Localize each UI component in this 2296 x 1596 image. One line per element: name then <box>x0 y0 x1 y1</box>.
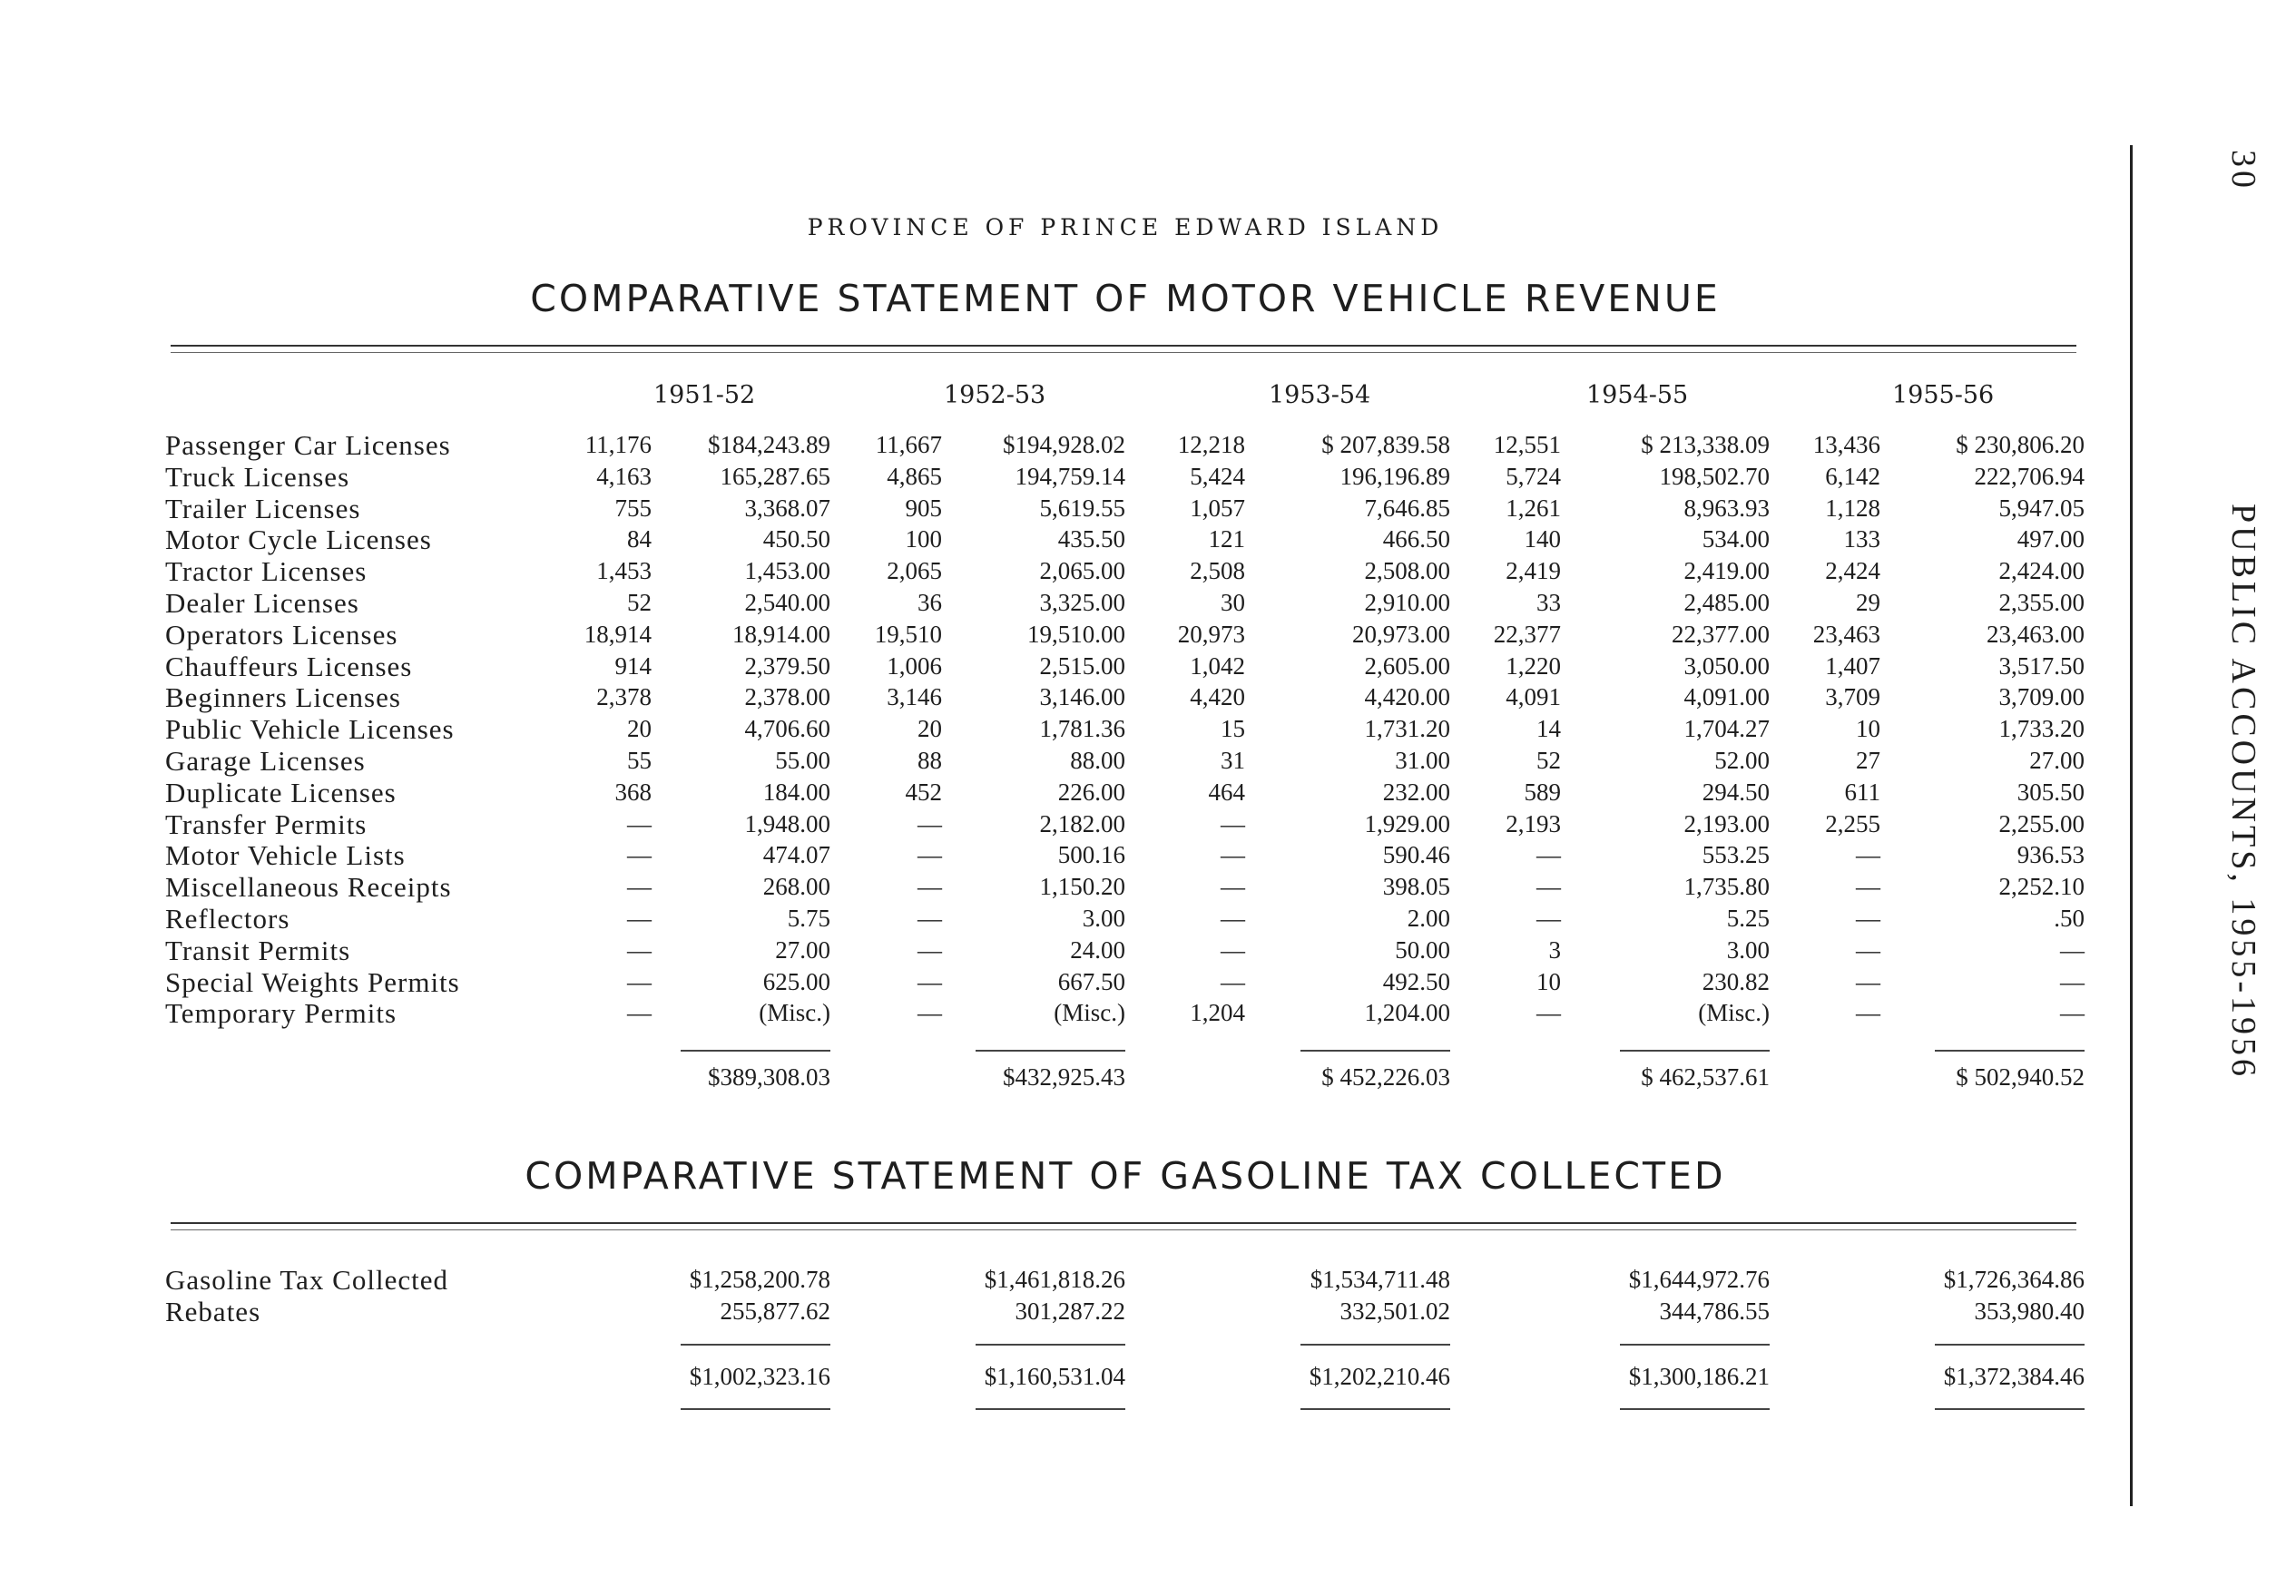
row-count: — <box>627 809 652 837</box>
page-number: 30 <box>2224 150 2262 191</box>
row-count: — <box>917 967 942 995</box>
row-count: — <box>1536 841 1561 869</box>
row-amount: 2,193.00 <box>1683 809 1770 837</box>
row-count: 2,255 <box>1825 809 1880 837</box>
row-amount: .50 <box>2054 905 2085 932</box>
row-count: 31 <box>1221 747 1245 774</box>
row-count: 2,424 <box>1825 557 1880 585</box>
row-amount: 625.00 <box>762 967 830 995</box>
row-count: — <box>1221 873 1245 901</box>
row-label: Chauffeurs Licenses <box>165 650 413 682</box>
row-amount: 194,759.14 <box>1015 462 1125 490</box>
row-amount: 50.00 <box>1395 935 1450 964</box>
year-header-3: 1953-54 <box>1269 381 1371 409</box>
row-count: 13,436 <box>1812 431 1880 458</box>
row-amount: 294.50 <box>1702 778 1770 806</box>
row-amount: 226.00 <box>1057 778 1125 806</box>
gas-total: $1,300,186.21 <box>1628 1363 1770 1390</box>
gas-total: $1,002,323.16 <box>689 1363 830 1390</box>
row-amount: 3,325.00 <box>1039 589 1125 616</box>
sum-line <box>1935 1344 2085 1346</box>
row-label: Beginners Licenses <box>165 681 401 714</box>
row-count: — <box>1221 905 1245 932</box>
row-amount: 1,204.00 <box>1364 999 1450 1027</box>
row-count: 3 <box>1548 935 1561 964</box>
row-amount: 450.50 <box>762 525 830 553</box>
sum-line <box>1620 1344 1770 1346</box>
row-amount: 3,709.00 <box>1998 683 2085 711</box>
row-amount: — <box>2060 967 2085 995</box>
row-amount: 1,948.00 <box>744 809 830 837</box>
row-amount: 500.16 <box>1057 841 1125 869</box>
sum-line <box>976 1344 1125 1346</box>
row-amount: 590.46 <box>1382 841 1450 869</box>
row-amount: 435.50 <box>1057 525 1125 553</box>
row-amount: 2,252.10 <box>1998 873 2085 901</box>
province-title: PROVINCE OF PRINCE EDWARD ISLAND <box>807 214 1444 240</box>
row-count: — <box>1221 967 1245 995</box>
row-count: 755 <box>614 494 652 522</box>
column-total: $ 462,537.61 <box>1641 1063 1770 1091</box>
row-amount: 2,355.00 <box>1998 589 2085 616</box>
row-amount: 1,735.80 <box>1683 873 1770 901</box>
row-amount: 5.75 <box>787 905 830 932</box>
row-amount: 305.50 <box>2016 778 2085 806</box>
row-amount: 3,146.00 <box>1039 683 1125 711</box>
row-count: 2,378 <box>596 683 652 711</box>
row-amount: 5,947.05 <box>1998 494 2085 522</box>
row-amount: (Misc.) <box>1054 999 1125 1027</box>
row-label: Transfer Permits <box>165 808 368 840</box>
row-count: 4,163 <box>596 462 652 490</box>
row-count: 14 <box>1536 715 1561 743</box>
row-count: — <box>627 841 652 869</box>
row-amount: 667.50 <box>1057 967 1125 995</box>
row-amount: $ 213,338.09 <box>1641 431 1770 458</box>
row-count: 4,420 <box>1190 683 1245 711</box>
gas-total: $1,202,210.46 <box>1309 1363 1450 1390</box>
row-count: 1,407 <box>1825 651 1880 680</box>
row-count: 11,667 <box>875 431 942 458</box>
row-count: 100 <box>905 525 942 553</box>
motor-revenue-heading: COMPARATIVE STATEMENT OF MOTOR VEHICLE REVENUE <box>530 277 1721 320</box>
row-label: Public Vehicle Licenses <box>165 713 455 746</box>
row-count: 10 <box>1536 967 1561 995</box>
row-count: 88 <box>917 747 942 774</box>
gas-rule <box>171 1222 2076 1224</box>
row-amount: 2,508.00 <box>1364 557 1450 585</box>
row-count: 905 <box>905 494 942 522</box>
row-count: — <box>1856 873 1880 901</box>
row-count: — <box>917 999 942 1027</box>
row-amount: 2,255.00 <box>1998 809 2085 837</box>
row-amount: 3,368.07 <box>744 494 830 522</box>
row-count: — <box>627 905 652 932</box>
gas-value: 332,501.02 <box>1339 1297 1450 1325</box>
row-count: — <box>1536 905 1561 932</box>
row-count: 4,091 <box>1506 683 1561 711</box>
row-amount: 1,731.20 <box>1364 715 1450 743</box>
row-amount: 2,182.00 <box>1039 809 1125 837</box>
row-amount: 553.25 <box>1702 841 1770 869</box>
double-underline <box>976 1408 1125 1410</box>
column-total: $ 452,226.03 <box>1321 1063 1450 1091</box>
row-count: 1,042 <box>1190 651 1245 680</box>
gasoline-tax-heading: COMPARATIVE STATEMENT OF GASOLINE TAX COLLECTED <box>525 1154 1726 1198</box>
top-rule <box>171 345 2076 347</box>
row-count: 6,142 <box>1825 462 1880 490</box>
row-amount: 5,619.55 <box>1039 494 1125 522</box>
row-amount: 3.00 <box>1082 905 1125 932</box>
row-count: 2,065 <box>887 557 942 585</box>
row-amount: 492.50 <box>1382 967 1450 995</box>
row-amount: 1,150.20 <box>1039 873 1125 901</box>
gas-value: 344,786.55 <box>1659 1297 1770 1325</box>
row-label: Transit Permits <box>165 934 351 966</box>
row-count: 1,204 <box>1190 999 1245 1027</box>
row-count: — <box>917 905 942 932</box>
row-count: 23,463 <box>1812 620 1880 648</box>
row-amount: 4,420.00 <box>1364 683 1450 711</box>
row-count: — <box>1536 873 1561 901</box>
side-running-title: PUBLIC ACCOUNTS, 1955-1956 <box>2224 504 2262 1080</box>
row-count: 464 <box>1208 778 1245 806</box>
gas-row-label: Rebates <box>165 1296 261 1327</box>
row-amount: 1,733.20 <box>1998 715 2085 743</box>
row-amount: 936.53 <box>2016 841 2085 869</box>
row-count: 5,424 <box>1190 462 1245 490</box>
gas-total: $1,160,531.04 <box>984 1363 1125 1390</box>
row-label: Reflectors <box>165 903 290 935</box>
row-count: — <box>917 841 942 869</box>
row-count: 15 <box>1221 715 1245 743</box>
row-amount: (Misc.) <box>1698 999 1770 1027</box>
row-amount: 3,050.00 <box>1683 651 1770 680</box>
double-underline <box>1300 1408 1450 1410</box>
row-count: 30 <box>1221 589 1245 616</box>
row-amount: 2,379.50 <box>744 651 830 680</box>
row-amount: 52.00 <box>1714 747 1770 774</box>
row-count: 2,508 <box>1190 557 1245 585</box>
row-amount: $194,928.02 <box>1003 431 1125 458</box>
row-label: Miscellaneous Receipts <box>165 871 452 904</box>
row-amount: 4,091.00 <box>1683 683 1770 711</box>
gas-value: $1,534,711.48 <box>1310 1266 1450 1293</box>
row-count: 1,261 <box>1506 494 1561 522</box>
row-count: 1,057 <box>1190 494 1245 522</box>
row-label: Garage Licenses <box>165 745 366 777</box>
row-label: Tractor Licenses <box>165 555 368 588</box>
row-label: Motor Vehicle Lists <box>165 839 406 872</box>
row-amount: 20,973.00 <box>1352 620 1450 648</box>
row-count: — <box>917 809 942 837</box>
row-count: 52 <box>627 589 652 616</box>
sum-line <box>1300 1344 1450 1346</box>
row-amount: 2.00 <box>1407 905 1450 932</box>
row-count: — <box>1856 999 1880 1027</box>
top-rule-thin <box>171 352 2076 353</box>
row-count: 452 <box>905 778 942 806</box>
column-total: $389,308.03 <box>708 1063 830 1091</box>
row-label: Passenger Car Licenses <box>165 429 451 461</box>
row-amount: 2,485.00 <box>1683 589 1770 616</box>
row-count: 121 <box>1208 525 1245 553</box>
row-amount: 27.00 <box>2029 747 2085 774</box>
row-count: 84 <box>627 525 652 553</box>
row-amount: 2,419.00 <box>1683 557 1770 585</box>
margin-rule <box>2130 145 2133 1506</box>
row-label: Dealer Licenses <box>165 587 359 619</box>
gas-row-label: Gasoline Tax Collected <box>165 1264 448 1296</box>
gas-rule-thin <box>171 1229 2076 1230</box>
row-count: 20 <box>917 715 942 743</box>
row-amount: 31.00 <box>1395 747 1450 774</box>
row-count: 914 <box>614 651 652 680</box>
row-amount: 3.00 <box>1726 935 1770 964</box>
row-count: — <box>627 873 652 901</box>
gas-total: $1,372,384.46 <box>1943 1363 2085 1390</box>
row-amount: 2,424.00 <box>1998 557 2085 585</box>
row-amount: 88.00 <box>1070 747 1125 774</box>
column-total: $432,925.43 <box>1003 1063 1125 1091</box>
row-count: — <box>1221 809 1245 837</box>
row-count: — <box>1536 999 1561 1027</box>
row-count: 2,193 <box>1506 809 1561 837</box>
row-count: 20,973 <box>1177 620 1245 648</box>
row-count: 19,510 <box>874 620 942 648</box>
row-count: 3,146 <box>887 683 942 711</box>
gas-value: $1,644,972.76 <box>1628 1266 1770 1293</box>
row-count: — <box>1856 905 1880 932</box>
gas-value: 255,877.62 <box>720 1297 830 1325</box>
row-count: 52 <box>1536 747 1561 774</box>
row-amount: 18,914.00 <box>732 620 830 648</box>
row-count: 5,724 <box>1506 462 1561 490</box>
row-count: 12,551 <box>1493 431 1561 458</box>
row-label: Truck Licenses <box>165 460 350 493</box>
row-amount: 2,540.00 <box>744 589 830 616</box>
row-count: 33 <box>1536 589 1561 616</box>
row-count: 3,709 <box>1825 683 1880 711</box>
row-count: 55 <box>627 747 652 774</box>
row-count: 1,006 <box>887 651 942 680</box>
row-count: 368 <box>614 778 652 806</box>
sum-line <box>681 1344 830 1346</box>
row-count: 1,453 <box>596 557 652 585</box>
row-count: — <box>627 935 652 964</box>
row-count: — <box>1856 967 1880 995</box>
row-count: 1,128 <box>1825 494 1880 522</box>
row-amount: $ 230,806.20 <box>1956 431 2085 458</box>
gas-value: $1,461,818.26 <box>984 1266 1125 1293</box>
row-label: Temporary Permits <box>165 997 397 1030</box>
row-amount: 232.00 <box>1382 778 1450 806</box>
row-count: — <box>1221 841 1245 869</box>
row-count: 1,220 <box>1506 651 1561 680</box>
row-amount: 19,510.00 <box>1027 620 1125 648</box>
row-amount: 2,065.00 <box>1039 557 1125 585</box>
row-amount: 7,646.85 <box>1364 494 1450 522</box>
row-amount: 2,910.00 <box>1364 589 1450 616</box>
row-amount: 1,453.00 <box>744 557 830 585</box>
row-amount: 196,196.89 <box>1339 462 1450 490</box>
row-label: Special Weights Permits <box>165 965 460 998</box>
row-amount: 1,929.00 <box>1364 809 1450 837</box>
row-amount: — <box>2060 935 2085 964</box>
row-amount: $ 207,839.58 <box>1321 431 1450 458</box>
row-count: — <box>917 935 942 964</box>
row-amount: 23,463.00 <box>1987 620 2085 648</box>
row-amount: 534.00 <box>1702 525 1770 553</box>
gas-value: 353,980.40 <box>1974 1297 2085 1325</box>
double-underline <box>1935 1408 2085 1410</box>
gas-value: $1,726,364.86 <box>1943 1266 2085 1293</box>
row-label: Duplicate Licenses <box>165 776 397 808</box>
row-count: 133 <box>1843 525 1880 553</box>
row-count: 20 <box>627 715 652 743</box>
row-amount: 2,605.00 <box>1364 651 1450 680</box>
double-underline <box>1620 1408 1770 1410</box>
column-total: $ 502,940.52 <box>1956 1063 2085 1091</box>
year-header-2: 1952-53 <box>944 381 1046 409</box>
double-underline <box>681 1408 830 1410</box>
row-amount: 5.25 <box>1726 905 1770 932</box>
sum-line <box>1300 1050 1450 1052</box>
row-count: — <box>627 999 652 1027</box>
row-count: 10 <box>1856 715 1880 743</box>
row-amount: — <box>2060 999 2085 1027</box>
row-count: — <box>627 967 652 995</box>
row-count: 2,419 <box>1506 557 1561 585</box>
row-amount: 165,287.65 <box>720 462 830 490</box>
row-count: 12,218 <box>1177 431 1245 458</box>
row-label: Operators Licenses <box>165 618 398 651</box>
gas-value: 301,287.22 <box>1015 1297 1125 1325</box>
row-amount: 4,706.60 <box>744 715 830 743</box>
row-count: — <box>917 873 942 901</box>
year-header-5: 1955-56 <box>1892 381 1995 409</box>
row-amount: 24.00 <box>1070 935 1125 964</box>
row-amount: 1,781.36 <box>1039 715 1125 743</box>
row-amount: 198,502.70 <box>1659 462 1770 490</box>
row-amount: 27.00 <box>775 935 830 964</box>
row-amount: 8,963.93 <box>1683 494 1770 522</box>
row-amount: 2,515.00 <box>1039 651 1125 680</box>
row-count: 140 <box>1524 525 1561 553</box>
row-count: 36 <box>917 589 942 616</box>
row-amount: 22,377.00 <box>1672 620 1770 648</box>
row-amount: 1,704.27 <box>1683 715 1770 743</box>
row-count: 29 <box>1856 589 1880 616</box>
row-count: 18,914 <box>584 620 652 648</box>
row-count: 22,377 <box>1493 620 1561 648</box>
row-amount: (Misc.) <box>759 999 830 1027</box>
row-label: Trailer Licenses <box>165 492 361 524</box>
year-header-4: 1954-55 <box>1586 381 1689 409</box>
row-amount: 230.82 <box>1702 967 1770 995</box>
row-label: Motor Cycle Licenses <box>165 524 432 556</box>
row-amount: 268.00 <box>762 873 830 901</box>
row-count: 611 <box>1844 778 1880 806</box>
row-count: — <box>1856 841 1880 869</box>
row-amount: 474.07 <box>762 841 830 869</box>
row-count: 589 <box>1524 778 1561 806</box>
row-count: 11,176 <box>584 431 652 458</box>
row-amount: 497.00 <box>2016 525 2085 553</box>
sum-line <box>1935 1050 2085 1052</box>
row-amount: 184.00 <box>762 778 830 806</box>
row-amount: $184,243.89 <box>708 431 830 458</box>
row-amount: 2,378.00 <box>744 683 830 711</box>
row-amount: 398.05 <box>1382 873 1450 901</box>
gas-value: $1,258,200.78 <box>689 1266 830 1293</box>
row-amount: 55.00 <box>775 747 830 774</box>
row-count: — <box>1221 935 1245 964</box>
row-count: 27 <box>1856 747 1880 774</box>
row-count: — <box>1856 935 1880 964</box>
sum-line <box>681 1050 830 1052</box>
row-count: 4,865 <box>887 462 942 490</box>
row-amount: 466.50 <box>1382 525 1450 553</box>
year-header-1: 1951-52 <box>653 381 756 409</box>
sum-line <box>1620 1050 1770 1052</box>
sum-line <box>976 1050 1125 1052</box>
row-amount: 222,706.94 <box>1974 462 2085 490</box>
row-amount: 3,517.50 <box>1998 651 2085 680</box>
